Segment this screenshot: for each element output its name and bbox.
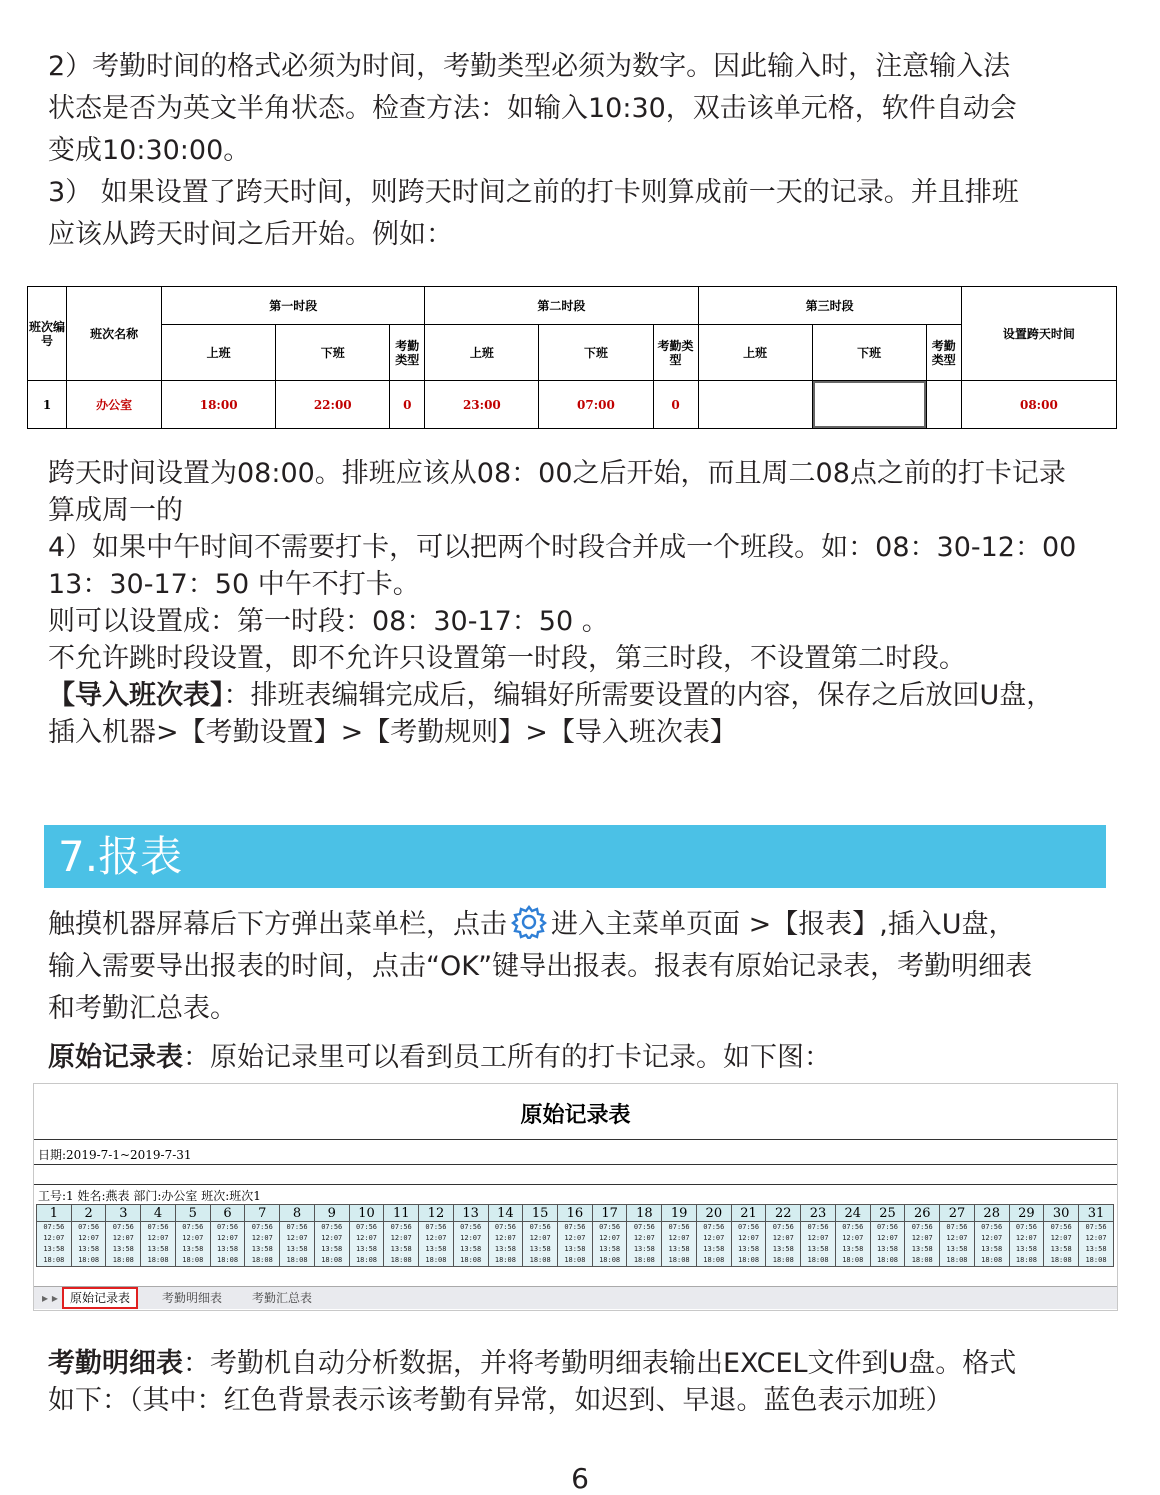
- col-shift-id: 班次编号: [28, 287, 67, 381]
- punch-time: 13:58: [842, 1245, 864, 1253]
- punch-time: 13:58: [494, 1245, 516, 1253]
- punch-time: 18:08: [633, 1256, 655, 1264]
- day-header: 27: [940, 1205, 975, 1222]
- punch-time: 12:07: [668, 1234, 690, 1242]
- punch-time: 12:07: [738, 1234, 760, 1242]
- p1-off-header: 下班: [276, 325, 390, 381]
- period-3-header: 第三时段: [698, 287, 961, 325]
- row-p2-on: 23:00: [425, 381, 539, 429]
- punch-time: 07:56: [633, 1223, 655, 1231]
- punch-time: 07:56: [494, 1223, 516, 1231]
- punch-times-cell: [141, 1222, 176, 1267]
- punch-time: 18:08: [876, 1256, 899, 1264]
- punch-time: 07:56: [390, 1223, 412, 1231]
- punch-time: 12:07: [286, 1234, 308, 1242]
- punch-time: 18:08: [564, 1256, 586, 1264]
- punch-time: 13:58: [772, 1245, 794, 1253]
- day-header: 25: [870, 1205, 905, 1222]
- punch-time: 18:08: [946, 1256, 968, 1264]
- detail-line: [48, 1345, 1148, 1382]
- day-header: 4: [141, 1205, 176, 1222]
- punch-time: 07:56: [946, 1223, 968, 1231]
- punch-time: 07:56: [251, 1223, 273, 1231]
- punch-times-cell: [974, 1222, 1009, 1267]
- row-p3-type: [926, 381, 961, 429]
- punch-times-cell: [592, 1222, 627, 1267]
- punch-time: 12:07: [425, 1234, 447, 1242]
- report-line-1: [48, 905, 1148, 943]
- day-header: 6: [210, 1205, 245, 1222]
- punch-times-cell: [210, 1222, 245, 1267]
- punch-time: 13:58: [425, 1245, 447, 1253]
- orig-title: 原始记录表: [48, 1042, 183, 1073]
- punch-time: 18:08: [703, 1256, 725, 1264]
- punch-time: 07:56: [460, 1223, 482, 1231]
- p2-on-header: 上班: [425, 325, 539, 381]
- row-p3-on: [698, 381, 812, 429]
- punch-time: 12:07: [321, 1234, 343, 1242]
- punch-times-cell: [106, 1222, 141, 1267]
- punch-time: 12:07: [599, 1234, 621, 1242]
- punch-time: 18:08: [251, 1256, 273, 1264]
- import-line: [48, 677, 1148, 714]
- punch-time: 18:08: [217, 1256, 239, 1264]
- punch-time: 12:07: [876, 1234, 899, 1242]
- punch-time: 12:07: [78, 1234, 100, 1242]
- punch-time: 13:58: [251, 1245, 273, 1253]
- punch-time: 13:58: [112, 1245, 134, 1253]
- punch-time: 07:56: [772, 1223, 794, 1231]
- punch-time: 12:07: [43, 1234, 65, 1242]
- punch-times-cell: [1079, 1222, 1114, 1267]
- detail-paragraphs: [48, 1345, 1148, 1419]
- day-header: 19: [662, 1205, 697, 1222]
- day-header: 5: [175, 1205, 210, 1222]
- punch-time: 07:56: [355, 1223, 378, 1231]
- punch-time: 07:56: [529, 1223, 551, 1231]
- day-header: 20: [696, 1205, 731, 1222]
- day-header: 13: [453, 1205, 488, 1222]
- punch-time: 13:58: [355, 1245, 378, 1253]
- day-header: 28: [974, 1205, 1009, 1222]
- punch-time: 12:07: [251, 1234, 273, 1242]
- punch-time: 13:58: [217, 1245, 239, 1253]
- punch-time: 18:08: [772, 1256, 794, 1264]
- text-line: 插入机器>【考勤设置】>【考勤规则】>【导入班次表】: [48, 717, 737, 748]
- intro-paragraphs: [48, 48, 1148, 253]
- punch-time: 13:58: [1050, 1245, 1072, 1253]
- punch-time: 13:58: [1015, 1245, 1037, 1253]
- day-header: 3: [106, 1205, 141, 1222]
- punch-times-cell: [419, 1222, 454, 1267]
- punch-time: 13:58: [43, 1245, 65, 1253]
- punch-time: 07:56: [147, 1223, 169, 1231]
- punch-time: 12:07: [564, 1234, 586, 1242]
- text-line: 跨天时间设置为08:00。排班应该从08：00之后开始，而且周二08点之前的打卡记录: [48, 458, 1066, 489]
- punch-time: 18:08: [43, 1256, 65, 1264]
- import-text: ：排班表编辑完成后，编辑好所需要设置的内容，保存之后放回U盘，: [223, 680, 1054, 711]
- punch-time: 18:08: [182, 1256, 204, 1264]
- text-line: 则可以设置成：第一时段：08：30-17：50 。: [48, 606, 609, 637]
- punch-time: 12:07: [1050, 1234, 1072, 1242]
- punch-time: 12:07: [772, 1234, 794, 1242]
- punch-times-cell: [175, 1222, 210, 1267]
- punch-time: 07:56: [703, 1223, 725, 1231]
- punch-times-cell: [71, 1222, 106, 1267]
- punch-time: 18:08: [981, 1256, 1003, 1264]
- punch-time: 18:08: [842, 1256, 864, 1264]
- row-name: 办公室: [67, 381, 162, 429]
- col-shift-name: 班次名称: [67, 287, 162, 381]
- punch-time: 18:08: [494, 1256, 516, 1264]
- punch-time: 07:56: [668, 1223, 690, 1231]
- punch-time: 18:08: [529, 1256, 551, 1264]
- row-id: 1: [28, 381, 67, 429]
- punch-time: 18:08: [390, 1256, 412, 1264]
- punch-time: 12:07: [147, 1234, 169, 1242]
- punch-time: 13:58: [78, 1245, 100, 1253]
- day-header: 9: [314, 1205, 349, 1222]
- punch-times-cell: [280, 1222, 315, 1267]
- punch-time: 07:56: [981, 1223, 1003, 1231]
- day-header: 2: [71, 1205, 106, 1222]
- day-header: 17: [592, 1205, 627, 1222]
- punch-times-cell: [835, 1222, 870, 1267]
- punch-time: 12:07: [807, 1234, 829, 1242]
- report-text-b: 进入主菜单页面 >【报表】,插入U盘，: [551, 909, 1016, 940]
- punch-time: 18:08: [355, 1256, 378, 1264]
- punch-time: 12:07: [1015, 1234, 1037, 1242]
- day-header: 29: [1009, 1205, 1044, 1222]
- punch-time: 18:08: [668, 1256, 690, 1264]
- text-line: 应该从跨天时间之后开始。例如：: [48, 219, 453, 250]
- shift-table: [27, 286, 1117, 429]
- punch-time: 18:08: [1085, 1256, 1107, 1264]
- punch-time: 07:56: [217, 1223, 239, 1231]
- punch-time: 07:56: [1050, 1223, 1072, 1231]
- punch-time: 18:08: [460, 1256, 482, 1264]
- punch-times-cell: [349, 1222, 384, 1267]
- text-line: 4）如果中午时间不需要打卡，可以把两个时段合并成一个班段。如：08：30-12：00: [48, 532, 1077, 563]
- report-text-a: 触摸机器屏幕后下方弹出菜单栏，点击: [48, 909, 507, 940]
- punch-times-cell: [488, 1222, 523, 1267]
- punch-time: 13:58: [182, 1245, 204, 1253]
- day-header: 10: [349, 1205, 384, 1222]
- tab-attendance-detail[interactable]: 考勤明细表: [162, 1291, 223, 1305]
- punch-time: 18:08: [738, 1256, 760, 1264]
- text-line: 3） 如果设置了跨天时间，则跨天时间之前的打卡则算成前一天的记录。并且排班: [48, 177, 1019, 208]
- row-p1-type: 0: [390, 381, 425, 429]
- punch-time: 13:58: [876, 1245, 899, 1253]
- punch-time: 07:56: [911, 1223, 933, 1231]
- period-2-header: 第二时段: [425, 287, 698, 325]
- punch-time: 18:08: [112, 1256, 134, 1264]
- punch-time: 13:58: [286, 1245, 308, 1253]
- punch-time: 12:07: [460, 1234, 482, 1242]
- text-line: 2）考勤时间的格式必须为时间，考勤类型必须为数字。因此输入时，注意输入法: [48, 51, 1011, 82]
- punch-time: 13:58: [703, 1245, 725, 1253]
- period-1-header: 第一时段: [162, 287, 425, 325]
- detail-text: ：考勤机自动分析数据，并将考勤明细表输出EXCEL文件到U盘。格式: [183, 1348, 1017, 1379]
- row-p2-type: 0: [653, 381, 698, 429]
- p1-on-header: 上班: [162, 325, 276, 381]
- row-cross-day: 08:00: [961, 381, 1116, 429]
- day-header: 26: [905, 1205, 940, 1222]
- punch-time: 18:08: [147, 1256, 169, 1264]
- text-line: 变成10:30:00。: [48, 135, 251, 166]
- orig-line: [48, 1039, 1148, 1076]
- punch-time: 07:56: [78, 1223, 100, 1231]
- punch-time: 07:56: [112, 1223, 134, 1231]
- day-header: 12: [419, 1205, 454, 1222]
- punch-times-cell: [314, 1222, 349, 1267]
- day-header: 31: [1079, 1205, 1114, 1222]
- raw-record-sheet-image: [33, 1083, 1118, 1311]
- day-header: 15: [523, 1205, 558, 1222]
- punch-time: 07:56: [876, 1223, 899, 1231]
- sheet-employee-info: 工号:1 姓名:燕表 部门:办公室 班次:班次1: [38, 1189, 261, 1203]
- text-line: 状态是否为英文半角状态。检查方法：如输入10:30，双击该单元格，软件自动会: [48, 93, 1017, 124]
- punch-time: 13:58: [460, 1245, 482, 1253]
- punch-time: 18:08: [911, 1256, 933, 1264]
- punch-time: 07:56: [1015, 1223, 1037, 1231]
- punch-time: 12:07: [390, 1234, 412, 1242]
- punch-time: 13:58: [981, 1245, 1003, 1253]
- text-line: 13：30-17：50 中午不打卡。: [48, 569, 420, 600]
- text-line: 和考勤汇总表。: [48, 993, 237, 1024]
- punch-time: 07:56: [1085, 1223, 1107, 1231]
- punch-time: 12:07: [494, 1234, 516, 1242]
- punch-time: 07:56: [842, 1223, 864, 1231]
- punch-time: 13:58: [633, 1245, 655, 1253]
- punch-time: 18:08: [425, 1256, 447, 1264]
- punch-time: 12:07: [633, 1234, 655, 1242]
- punch-times-cell: [558, 1222, 593, 1267]
- punch-times-cell: [905, 1222, 940, 1267]
- punch-times-cell: [384, 1222, 419, 1267]
- punch-times-cell: [245, 1222, 280, 1267]
- punch-time: 13:58: [946, 1245, 968, 1253]
- punch-time: 07:56: [738, 1223, 760, 1231]
- punch-time: 13:58: [147, 1245, 169, 1253]
- punch-time: 12:07: [182, 1234, 204, 1242]
- text-line: 不允许跳时段设置，即不允许只设置第一时段，第三时段，不设置第二时段。: [48, 643, 966, 674]
- row-p1-off: 22:00: [276, 381, 390, 429]
- day-header: 1: [37, 1205, 72, 1222]
- day-header: 18: [627, 1205, 662, 1222]
- punch-time: 18:08: [321, 1256, 343, 1264]
- punch-time: 07:56: [286, 1223, 308, 1231]
- punch-time: 18:08: [78, 1256, 100, 1264]
- punch-time: 12:07: [355, 1234, 378, 1242]
- punch-time: 18:08: [286, 1256, 308, 1264]
- punch-time: 12:07: [529, 1234, 551, 1242]
- punch-times-cell: [801, 1222, 836, 1267]
- detail-title: 考勤明细表: [48, 1348, 183, 1379]
- day-header: 7: [245, 1205, 280, 1222]
- row-p2-off: 07:00: [539, 381, 653, 429]
- text-line: 如下：（其中：红色背景表示该考勤有异常，如迟到、早退。蓝色表示加班）: [48, 1385, 953, 1416]
- punch-time: 13:58: [668, 1245, 690, 1253]
- punch-time: 12:07: [1085, 1234, 1107, 1242]
- punch-time: 12:07: [842, 1234, 864, 1242]
- punch-times-cell: [523, 1222, 558, 1267]
- punch-time: 12:07: [703, 1234, 725, 1242]
- day-header: 23: [801, 1205, 836, 1222]
- p2-off-header: 下班: [539, 325, 653, 381]
- punch-times-cell: [627, 1222, 662, 1267]
- gear-icon: [509, 905, 549, 939]
- day-header: 22: [766, 1205, 801, 1222]
- day-header: 30: [1044, 1205, 1079, 1222]
- punch-times-cell: [662, 1222, 697, 1267]
- day-header: 16: [558, 1205, 593, 1222]
- punch-times-cell: [1009, 1222, 1044, 1267]
- punch-time: 07:56: [564, 1223, 586, 1231]
- punch-times-cell: [37, 1222, 72, 1267]
- punch-time: 18:08: [807, 1256, 829, 1264]
- p3-type-header: 考勤类型: [926, 325, 961, 381]
- punch-time: 13:58: [529, 1245, 551, 1253]
- day-header: 24: [835, 1205, 870, 1222]
- day-header: 11: [384, 1205, 419, 1222]
- punch-time: 12:07: [911, 1234, 933, 1242]
- punch-time: 13:58: [599, 1245, 621, 1253]
- punch-times-cell: [696, 1222, 731, 1267]
- sheet-grid: [36, 1204, 1114, 1267]
- punch-times-cell: [766, 1222, 801, 1267]
- row-p3-off: [812, 381, 926, 429]
- punch-times-cell: [1044, 1222, 1079, 1267]
- p2-type-header: 考勤类型: [653, 325, 698, 381]
- col-cross-day: 设置跨天时间: [961, 287, 1116, 381]
- punch-time: 13:58: [564, 1245, 586, 1253]
- p1-type-header: 考勤类型: [390, 325, 425, 381]
- sheet-tab-bar: ▸ ▸ 原始记录表 考勤明细表 考勤汇总表: [34, 1286, 1117, 1309]
- punch-time: 13:58: [807, 1245, 829, 1253]
- punch-time: 13:58: [390, 1245, 412, 1253]
- cross-day-paragraphs: [48, 455, 1148, 751]
- text-line: 算成周一的: [48, 495, 183, 526]
- punch-time: 13:58: [321, 1245, 343, 1253]
- punch-time: 12:07: [112, 1234, 134, 1242]
- punch-time: 07:56: [599, 1223, 621, 1231]
- punch-times-cell: [453, 1222, 488, 1267]
- punch-time: 13:58: [911, 1245, 933, 1253]
- sheet-title: 原始记录表: [520, 1102, 631, 1128]
- punch-time: 13:58: [1085, 1245, 1107, 1253]
- import-title: 【导入班次表】: [48, 680, 224, 711]
- punch-time: 18:08: [599, 1256, 621, 1264]
- punch-time: 07:56: [182, 1223, 204, 1231]
- day-header: 8: [280, 1205, 315, 1222]
- row-p1-on: 18:00: [162, 381, 276, 429]
- punch-time: 07:56: [43, 1223, 65, 1231]
- punch-time: 07:56: [321, 1223, 343, 1231]
- section-header: 7.报表: [44, 825, 1106, 888]
- punch-time: 12:07: [981, 1234, 1003, 1242]
- punch-times-cell: [870, 1222, 905, 1267]
- punch-time: 18:08: [1050, 1256, 1072, 1264]
- p3-off-header: 下班: [812, 325, 926, 381]
- sheet-date: 日期:2019-7-1~2019-7-31: [38, 1148, 192, 1162]
- orig-text: ：原始记录里可以看到员工所有的打卡记录。如下图：: [183, 1042, 831, 1073]
- punch-time: 18:08: [1015, 1256, 1037, 1264]
- day-header: 21: [731, 1205, 766, 1222]
- report-paragraphs: [48, 905, 1148, 1076]
- page-number: 6: [571, 1462, 589, 1495]
- tab-attendance-summary[interactable]: 考勤汇总表: [252, 1291, 313, 1305]
- punch-time: 07:56: [425, 1223, 447, 1231]
- tab-raw-records[interactable]: 原始记录表: [62, 1287, 138, 1309]
- punch-time: 12:07: [217, 1234, 239, 1242]
- punch-time: 13:58: [738, 1245, 760, 1253]
- punch-time: 07:56: [807, 1223, 829, 1231]
- punch-times-cell: [940, 1222, 975, 1267]
- p3-on-header: 上班: [698, 325, 812, 381]
- day-header: 14: [488, 1205, 523, 1222]
- punch-time: 12:07: [946, 1234, 968, 1242]
- punch-times-cell: [731, 1222, 766, 1267]
- text-line: 输入需要导出报表的时间，点击“OK”键导出报表。报表有原始记录表，考勤明细表: [48, 951, 1033, 982]
